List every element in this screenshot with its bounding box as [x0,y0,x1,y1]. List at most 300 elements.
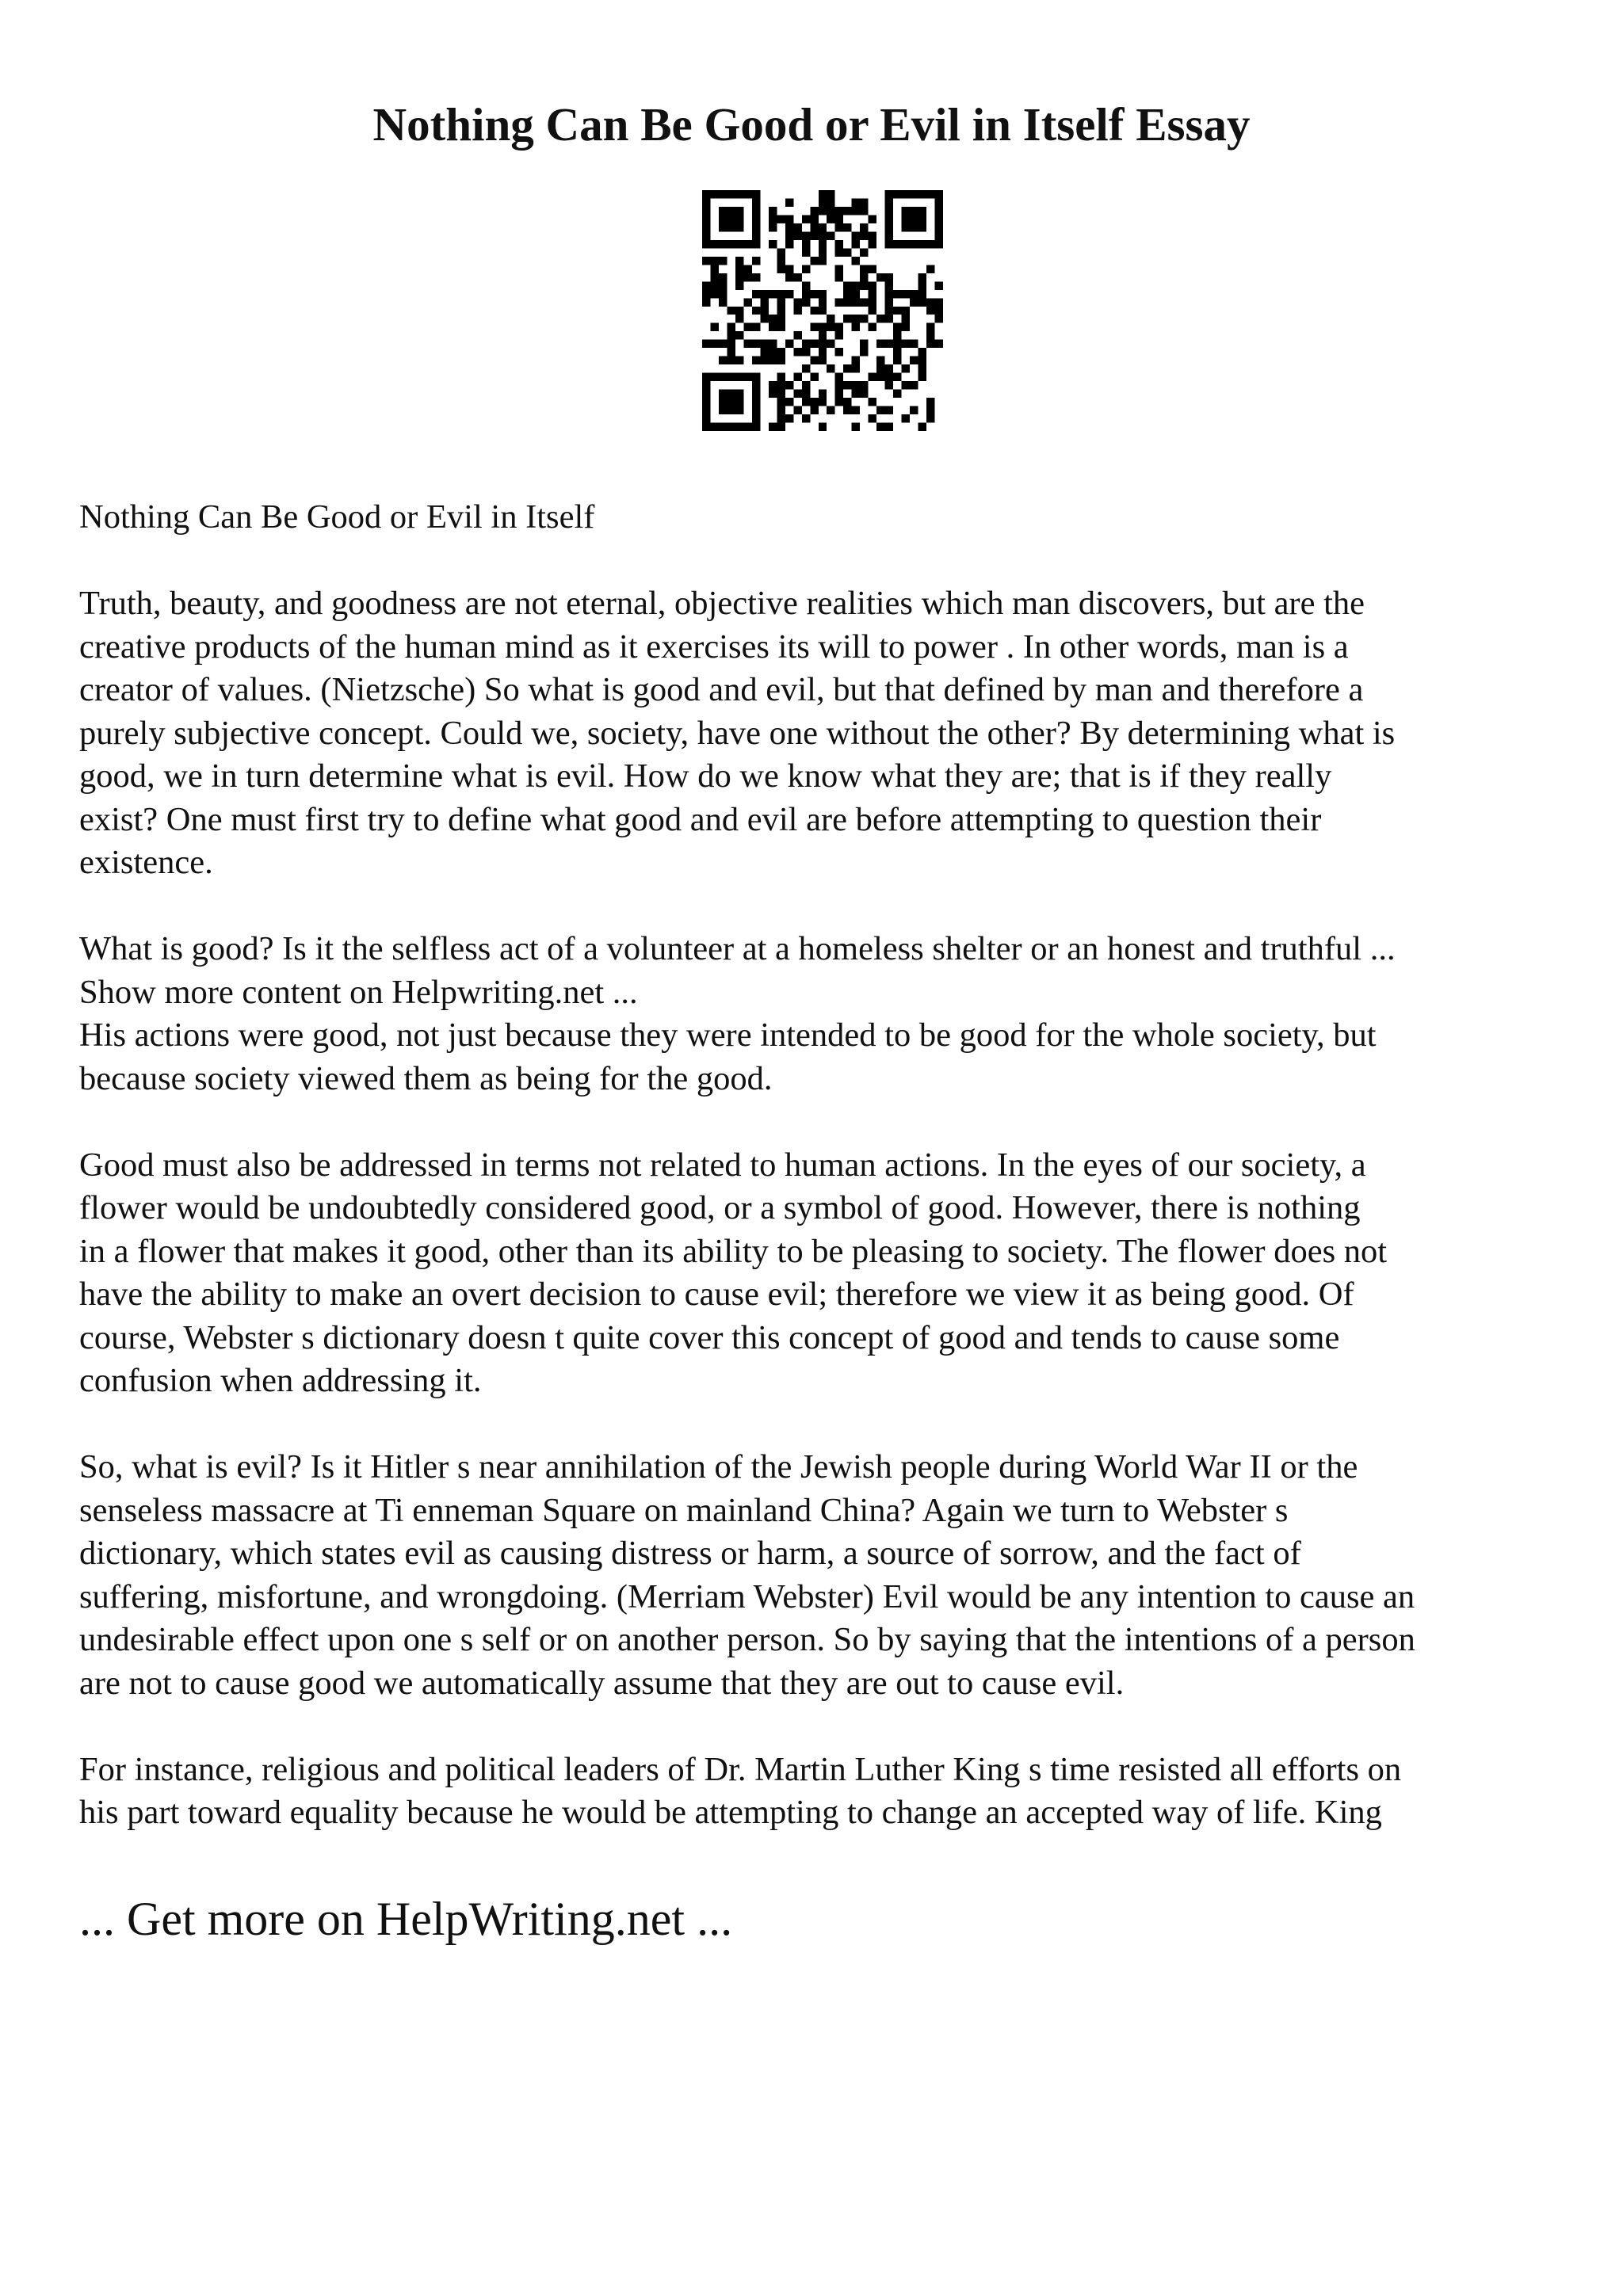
qr-module [810,207,818,215]
qr-module [885,290,893,298]
qr-module [735,373,743,381]
document-subtitle: Nothing Can Be Good or Evil in Itself [79,498,595,536]
qr-module [710,273,718,281]
qr-module [802,240,810,248]
qr-module [743,298,751,306]
qr-module [926,414,934,422]
qr-module [719,240,727,248]
qr-module [852,315,860,322]
qr-module [719,298,727,306]
qr-module [910,190,918,198]
qr-module [777,290,785,298]
qr-module [710,423,718,431]
qr-module [785,414,793,422]
qr-module [702,414,710,422]
qr-module [827,323,834,331]
qr-module [843,364,851,372]
qr-module [852,281,860,289]
qr-module [727,423,735,431]
qr-module [852,423,860,431]
qr-module [702,190,710,198]
qr-module [785,231,793,239]
qr-module [860,315,868,322]
qr-module [893,357,901,364]
qr-module [710,340,718,348]
qr-module [852,406,860,414]
qr-module [752,290,760,298]
qr-module [810,398,818,406]
qr-module [727,398,735,406]
qr-module [727,348,735,356]
qr-module [819,398,827,406]
qr-module [785,215,793,223]
qr-module [835,398,843,406]
qr-module [860,198,868,206]
qr-module [910,290,918,298]
qr-module [769,223,777,231]
qr-module [702,198,710,206]
qr-module [835,331,843,339]
qr-module [902,323,910,331]
qr-module [910,240,918,248]
qr-module [926,331,934,339]
qr-module [926,406,934,414]
qr-module [869,307,876,315]
qr-module [777,390,785,398]
qr-module [810,340,818,348]
qr-module [910,406,918,414]
qr-module [735,257,743,265]
qr-code-icon[interactable] [702,190,943,431]
show-more-link[interactable]: Show more content on Helpwriting.net ... [79,973,638,1011]
qr-module [835,273,843,281]
qr-module [760,290,768,298]
qr-module [885,198,893,206]
qr-module [869,281,876,289]
qr-module [835,207,843,215]
qr-module [727,331,735,339]
qr-module [852,381,860,389]
qr-module [802,348,810,356]
qr-module [860,207,868,215]
qr-module [910,381,918,389]
qr-module [885,273,893,281]
qr-module [935,207,943,215]
qr-module [752,423,760,431]
qr-module [935,240,943,248]
qr-module [852,240,860,248]
qr-module [752,207,760,215]
qr-module [752,406,760,414]
qr-module [935,223,943,231]
qr-module [727,240,735,248]
qr-module [869,298,876,306]
qr-module [819,257,827,265]
qr-module [819,298,827,306]
qr-module [793,307,801,315]
qr-module [735,265,743,273]
qr-module [918,357,926,364]
qr-module [860,223,868,231]
qr-module [860,340,868,348]
qr-module [902,207,910,215]
qr-module [852,298,860,306]
qr-module [885,240,893,248]
qr-module [702,381,710,389]
qr-module [876,357,884,364]
qr-module [926,398,934,406]
qr-module [918,281,926,289]
qr-module [835,348,843,356]
qr-module [727,215,735,223]
qr-module [860,390,868,398]
qr-module [860,281,868,289]
get-more-link[interactable]: ... Get more on HelpWriting.net ... [79,1893,733,1945]
qr-module [777,381,785,389]
qr-module [777,348,785,356]
qr-module [702,240,710,248]
qr-module [810,323,818,331]
qr-module [810,223,818,231]
qr-module [810,231,818,239]
qr-module [835,390,843,398]
qr-module [727,307,735,315]
qr-module [702,390,710,398]
qr-module [752,240,760,248]
qr-module [785,381,793,389]
qr-module [760,348,768,356]
qr-module [710,281,718,289]
qr-module [885,298,893,306]
qr-module [860,231,868,239]
qr-module [827,231,834,239]
qr-module [910,340,918,348]
qr-module [935,198,943,206]
qr-module [893,340,901,348]
qr-module [893,331,901,339]
qr-module [735,307,743,315]
qr-module [935,231,943,239]
qr-module [777,307,785,315]
qr-module [910,223,918,231]
qr-module [827,406,834,414]
qr-module [710,323,718,331]
qr-module [885,231,893,239]
qr-module [918,423,926,431]
qr-module [760,307,768,315]
qr-module [876,423,884,431]
qr-module [743,340,751,348]
qr-module [918,373,926,381]
qr-module [702,223,710,231]
qr-module [819,348,827,356]
qr-module [793,273,801,281]
qr-module [885,307,893,315]
qr-module [843,298,851,306]
qr-module [819,248,827,256]
qr-module [819,198,827,206]
qr-module [819,290,827,298]
qr-module [926,265,934,273]
qr-module [852,207,860,215]
qr-module [802,215,810,223]
qr-module [893,240,901,248]
qr-module [719,340,727,348]
qr-module [710,373,718,381]
qr-module [918,290,926,298]
qr-module [735,331,743,339]
qr-module [769,390,777,398]
qr-module [702,207,710,215]
qr-module [819,223,827,231]
qr-module [777,257,785,265]
qr-module [926,298,934,306]
qr-module [777,357,785,364]
qr-module [852,231,860,239]
qr-module [902,307,910,315]
qr-module [935,281,943,289]
qr-module [802,390,810,398]
qr-module [852,290,860,298]
qr-module [735,207,743,215]
qr-module [835,373,843,381]
qr-module [860,381,868,389]
qr-module [885,423,893,431]
qr-module [860,298,868,306]
qr-module [710,265,718,273]
qr-module [835,323,843,331]
qr-module [918,190,926,198]
qr-module [743,190,751,198]
qr-module [785,265,793,273]
qr-module [719,207,727,215]
qr-module [743,323,751,331]
qr-module [827,190,834,198]
qr-module [777,215,785,223]
qr-module [827,340,834,348]
qr-module [819,390,827,398]
qr-module [860,248,868,256]
qr-module [802,298,810,306]
qr-module [743,423,751,431]
qr-module [852,323,860,331]
qr-module [935,315,943,322]
qr-module [869,290,876,298]
qr-module [926,190,934,198]
qr-module [735,273,743,281]
qr-module [819,240,827,248]
qr-module [719,223,727,231]
qr-module [802,290,810,298]
qr-module [926,307,934,315]
qr-module [860,265,868,273]
qr-module [793,331,801,339]
qr-module [777,315,785,322]
qr-module [860,348,868,356]
qr-module [727,223,735,231]
qr-module [885,373,893,381]
qr-module [902,240,910,248]
qr-module [843,207,851,215]
qr-module [752,273,760,281]
qr-module [719,290,727,298]
qr-code-graphic [702,190,943,431]
qr-module [876,364,884,372]
qr-module [885,406,893,414]
qr-module [819,207,827,215]
qr-module [752,307,760,315]
qr-module [769,207,777,215]
qr-module [752,414,760,422]
qr-module [885,215,893,223]
qr-module [885,364,893,372]
paragraph-1: Truth, beauty, and goodness are not eternal, objective realities which man discovers, but are the creative products of the human mind as it exercises its will to power . In other words, man is a creator of values. (Nietzsche) So what is good and evil, but that defined by man and therefore a purely subjective concept. Could we, society, have one without the other? By determining what is good, we in turn determine what is evil. How do we know what they are; that is if they really exist? One must first try to define what good and evil are before attempting to question their existence. [79,585,1396,881]
qr-module [843,398,851,406]
qr-module [876,406,884,414]
qr-module [902,340,910,348]
qr-module [819,357,827,364]
qr-module [918,364,926,372]
qr-module [777,298,785,306]
qr-module [810,257,818,265]
qr-module [802,231,810,239]
qr-module [827,315,834,322]
qr-module [735,406,743,414]
qr-module [777,414,785,422]
qr-module [719,273,727,281]
qr-module [735,390,743,398]
qr-module [785,198,793,206]
qr-module [893,307,901,315]
qr-module [835,215,843,223]
qr-module [727,373,735,381]
qr-module [785,340,793,348]
qr-module [827,198,834,206]
qr-module [785,398,793,406]
qr-module [876,373,884,381]
qr-module [752,357,760,364]
qr-module [793,223,801,231]
qr-module [769,381,777,389]
qr-module [835,240,843,248]
qr-module [802,381,810,389]
qr-module [735,357,743,364]
qr-module [926,340,934,348]
qr-module [719,390,727,398]
qr-module [852,390,860,398]
qr-module [869,240,876,248]
qr-module [843,223,851,231]
qr-module [752,215,760,223]
qr-module [752,190,760,198]
qr-module [869,414,876,422]
qr-module [843,315,851,322]
qr-module [752,231,760,239]
qr-module [719,398,727,406]
qr-module [902,215,910,223]
qr-module [752,373,760,381]
qr-module [827,207,834,215]
qr-module [893,348,901,356]
qr-module [852,257,860,265]
qr-module [935,215,943,223]
qr-module [719,373,727,381]
qr-module [735,190,743,198]
qr-module [910,207,918,215]
qr-module [719,257,727,265]
qr-module [902,364,910,372]
qr-module [710,257,718,265]
qr-module [869,373,876,381]
qr-module [893,323,901,331]
qr-module [702,290,710,298]
qr-module [719,423,727,431]
qr-module [702,423,710,431]
qr-module [935,190,943,198]
qr-module [702,281,710,289]
qr-module [785,240,793,248]
qr-module [727,357,735,364]
qr-module [785,223,793,231]
qr-module [893,290,901,298]
qr-module [727,207,735,215]
qr-module [885,381,893,389]
paragraph-3: His actions were good, not just because they were intended to be good for the whole society, but because society viewed them as being for the good. [79,1016,1377,1097]
qr-module [777,406,785,414]
qr-module [802,364,810,372]
qr-module [810,307,818,315]
paragraph-4: Good must also be addressed in terms not related to human actions. In the eyes of our society, a flower would be undoubtedly considered good, or a symbol of good. However, there is nothing in a flower that makes it good, other than its ability to be pleasing to society. The flower does not have the ability to make an overt decision to cause evil; therefore we view it as being good. Of course, Webster s dictionary doesn t quite cover this concept of good and tends to cause some confusion when addressing it. [79,1146,1388,1399]
qr-module [793,406,801,414]
qr-module [769,357,777,364]
qr-module [752,390,760,398]
qr-module [902,290,910,298]
qr-module [843,248,851,256]
qr-module [902,414,910,422]
qr-module [843,381,851,389]
qr-module [926,240,934,248]
qr-module [719,190,727,198]
qr-module [793,231,801,239]
qr-module [827,364,834,372]
qr-module [760,315,768,322]
qr-module [893,390,901,398]
qr-module [869,215,876,223]
qr-module [760,298,768,306]
qr-module [819,331,827,339]
qr-module [793,298,801,306]
qr-module [735,215,743,223]
qr-module [702,298,710,306]
qr-module [769,240,777,248]
qr-module [752,381,760,389]
qr-module [885,315,893,322]
qr-module [810,357,818,364]
qr-module [777,398,785,406]
qr-module [819,190,827,198]
qr-module [719,215,727,223]
qr-module [793,373,801,381]
qr-module [852,364,860,372]
qr-module [802,281,810,289]
qr-module [852,357,860,364]
qr-module [869,323,876,331]
qr-module [802,398,810,406]
qr-module [702,231,710,239]
qr-module [719,281,727,289]
qr-module [769,315,777,322]
qr-module [752,223,760,231]
